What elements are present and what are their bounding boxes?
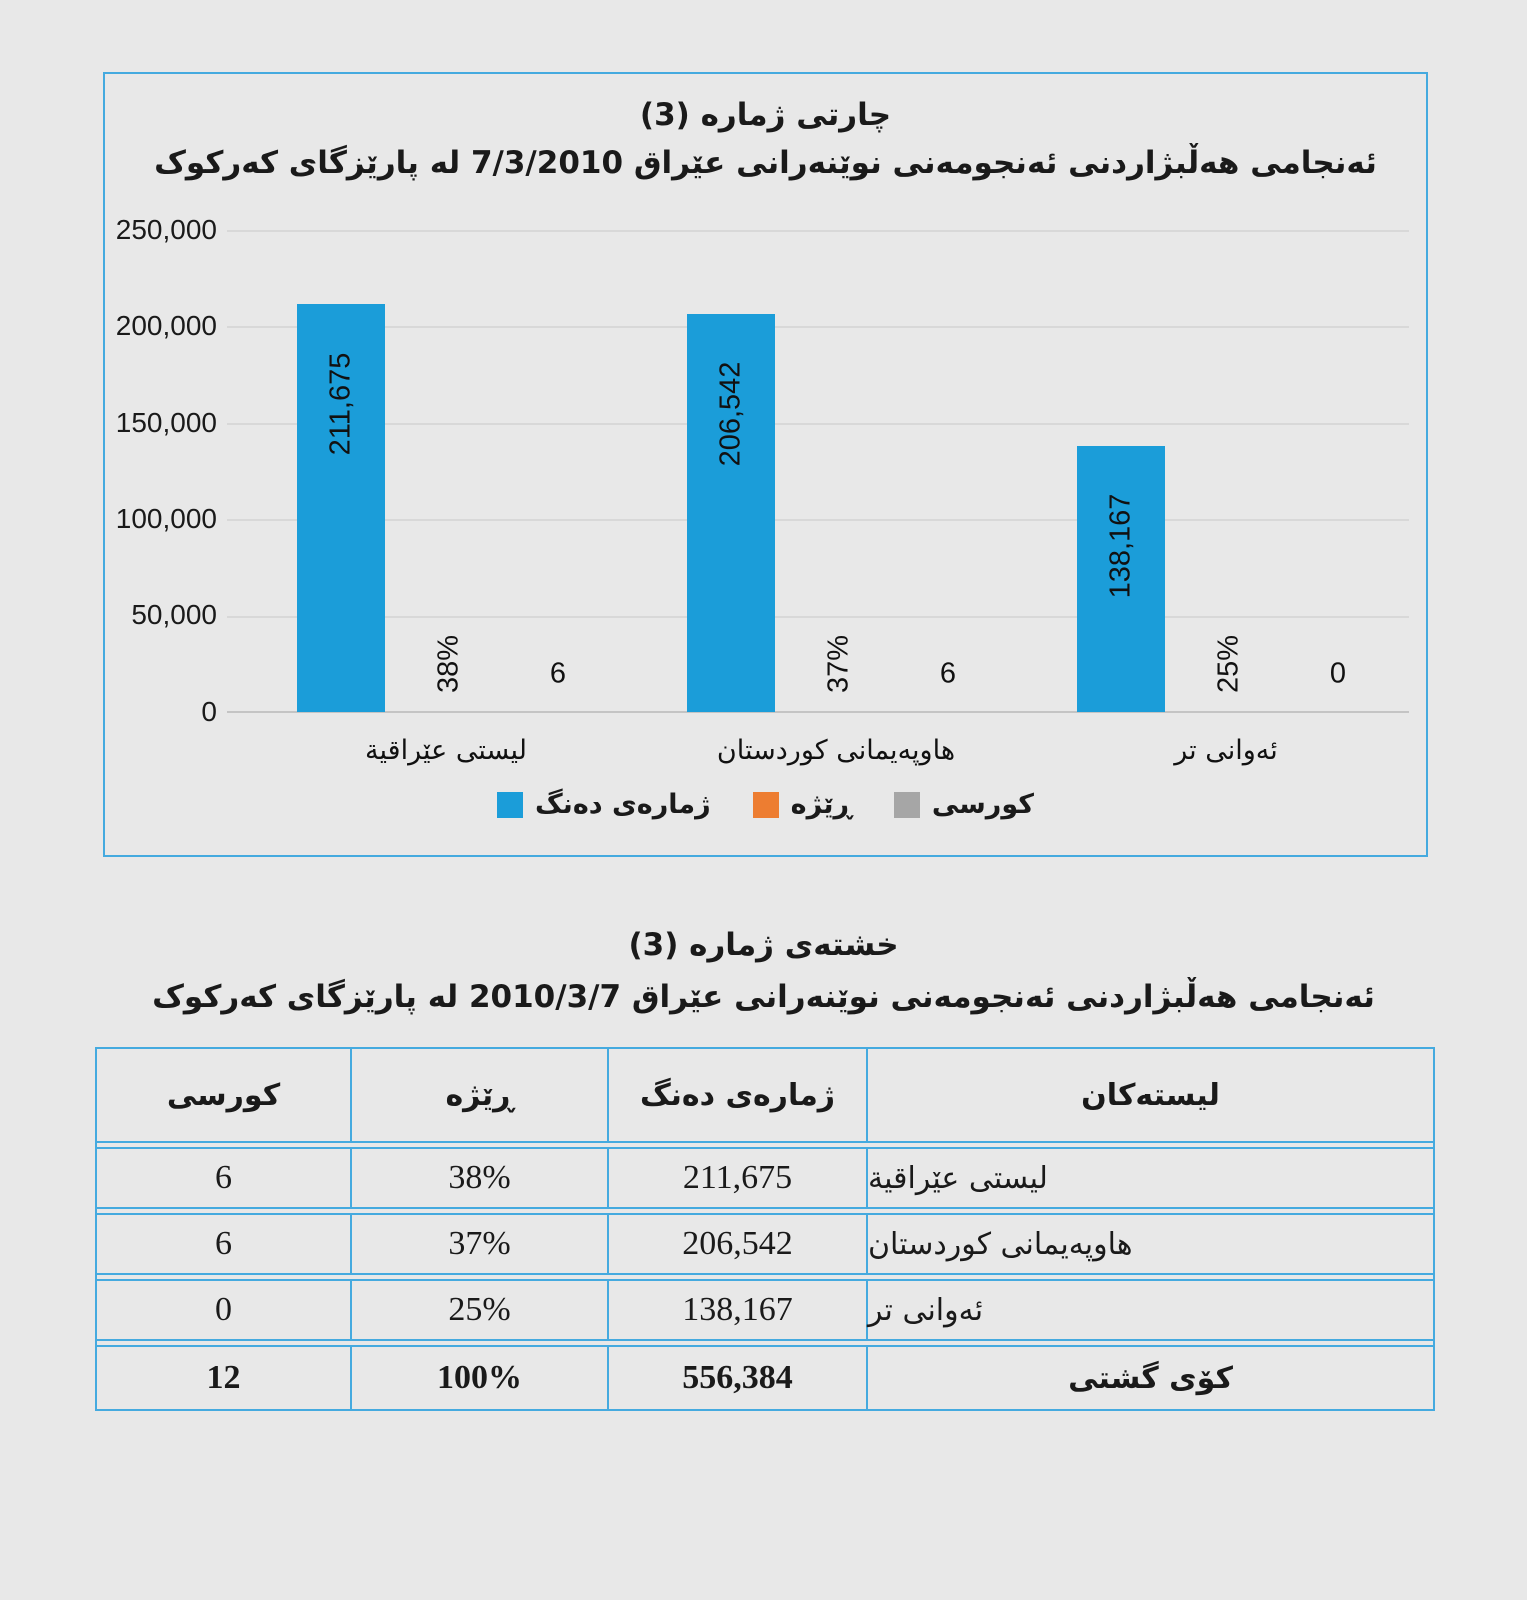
table-row	[97, 1147, 1433, 1209]
gridline	[227, 230, 1409, 232]
header-lists: ليستەكان	[1081, 1077, 1220, 1113]
y-axis-tick: 100,000	[115, 503, 217, 534]
category-label-kurdistan-alliance: هاوپەيمانى كوردستان	[716, 735, 956, 766]
legend-label: ژمارەی دەنگ	[535, 789, 711, 820]
bar-value-label: 138,167	[1104, 493, 1137, 599]
table-row	[97, 1279, 1433, 1341]
header-percent: ڕێژە	[352, 1049, 609, 1141]
legend-label: ڕێژە	[790, 789, 852, 820]
cell-votes: 206,542	[609, 1215, 868, 1273]
total-votes: 556,384	[609, 1347, 868, 1409]
total-percent: 100%	[352, 1347, 609, 1409]
cell-seats: 0	[97, 1281, 352, 1339]
chart-panel	[103, 72, 1428, 857]
cell-percent: 25%	[352, 1281, 609, 1339]
y-axis-tick: 200,000	[115, 310, 217, 341]
legend-swatch-gray	[894, 792, 920, 818]
x-axis-line	[227, 711, 1409, 713]
y-axis-tick: 50,000	[131, 599, 217, 630]
table-title-line2: ئەنجامی هەڵبژاردنی ئەنجومەنی نوێنەرانی عێراق 2010/3/7 له پارێزگای کەرکوک	[152, 979, 1375, 1015]
y-axis-tick: 0	[201, 696, 217, 727]
legend-label: كورسى	[931, 789, 1034, 820]
legend-item-percent	[753, 789, 852, 820]
header-votes: ژمارەی دەنگ	[609, 1049, 868, 1141]
gridline	[227, 519, 1409, 521]
percent-label: 38%	[432, 634, 465, 694]
table-title-line1: خشتەی ژماره (3)	[628, 927, 899, 963]
legend-item-votes	[497, 789, 711, 820]
gridline	[227, 616, 1409, 618]
cell-list-name: ئەوانى تر	[868, 1292, 984, 1328]
chart-title-line1: چارتی ژماره (3)	[639, 97, 892, 133]
chart-title-line2: ئەنجامی هەڵبژاردنی ئەنجومەنی نوێنەرانی عێراق 7/3/2010 له پارێزگای کەرکوک	[154, 145, 1377, 181]
bar-votes-kurdistan-alliance	[687, 314, 775, 712]
legend-swatch-orange	[753, 792, 779, 818]
chart-legend	[105, 789, 1426, 820]
bar-votes-others	[1077, 446, 1165, 712]
total-seats: 12	[97, 1347, 352, 1409]
category-label-iraqiya: ليستى عێراقية	[365, 735, 527, 766]
cell-seats: 6	[97, 1149, 352, 1207]
header-seats: كورسى	[97, 1049, 352, 1141]
bar-value-label: 206,542	[714, 361, 747, 467]
bar-votes-iraqiya	[297, 304, 385, 712]
plot-area	[227, 230, 1409, 766]
seats-label: 6	[549, 657, 567, 690]
cell-list-name: ليستى عێراقية	[868, 1160, 1048, 1196]
seats-label: 6	[939, 657, 957, 690]
cell-votes: 138,167	[609, 1281, 868, 1339]
cell-percent: 38%	[352, 1149, 609, 1207]
category-label-others: ئەوانى تر	[1174, 735, 1278, 766]
results-table	[95, 1047, 1435, 1411]
cell-list-name: هاوپەيمانى كوردستان	[868, 1226, 1133, 1262]
bar-value-label: 211,675	[324, 352, 357, 456]
percent-label: 25%	[1212, 634, 1245, 694]
gridline	[227, 423, 1409, 425]
legend-swatch-blue	[497, 792, 523, 818]
table-total-row	[97, 1345, 1433, 1409]
total-label: كۆی گشتی	[1068, 1360, 1233, 1396]
y-axis-tick: 150,000	[115, 407, 217, 438]
percent-label: 37%	[822, 634, 855, 694]
cell-seats: 6	[97, 1215, 352, 1273]
y-axis-tick: 250,000	[115, 214, 217, 245]
cell-percent: 37%	[352, 1215, 609, 1273]
cell-votes: 211,675	[609, 1149, 868, 1207]
table-header-row	[97, 1049, 1433, 1143]
gridline	[227, 326, 1409, 328]
legend-item-seats	[894, 789, 1034, 820]
seats-label: 0	[1329, 657, 1347, 690]
table-row	[97, 1213, 1433, 1275]
